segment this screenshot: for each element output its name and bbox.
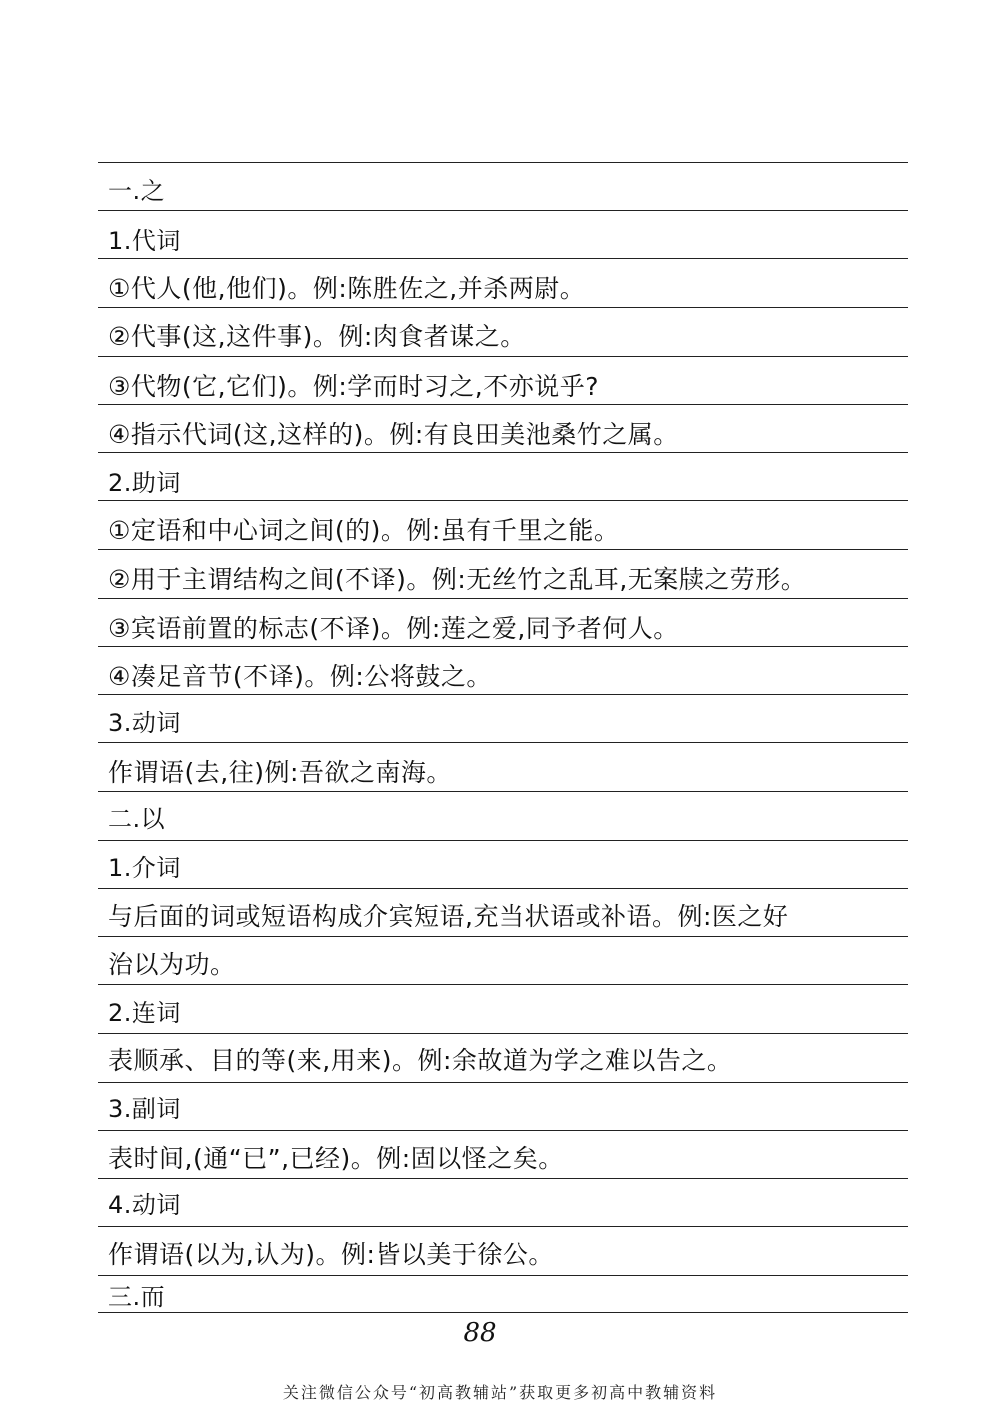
- ruled-line: [98, 1312, 908, 1313]
- note-line: ③宾语前置的标志(不译)。例:莲之爱,同予者何人。: [108, 614, 679, 643]
- ruled-line: [98, 791, 908, 792]
- ruled-line: [98, 356, 908, 357]
- ruled-line: [98, 1275, 908, 1276]
- page-number: 88: [463, 1318, 497, 1348]
- ruled-line: [98, 210, 908, 211]
- subsection-heading: 1.介词: [108, 854, 181, 882]
- note-line: 作谓语(以为,认为)。例:皆以美于徐公。: [108, 1240, 554, 1269]
- ruled-line: [98, 500, 908, 501]
- ruled-line: [98, 452, 908, 453]
- note-line: ②用于主谓结构之间(不译)。例:无丝竹之乱耳,无案牍之劳形。: [108, 565, 807, 594]
- subsection-heading: 2.连词: [108, 999, 181, 1027]
- ruled-line: [98, 1178, 908, 1179]
- note-line: 作谓语(去,往)例:吾欲之南海。: [108, 758, 452, 787]
- note-line: ①代人(他,他们)。例:陈胜佐之,并杀两尉。: [108, 274, 586, 303]
- ruled-line: [98, 646, 908, 647]
- note-line: 表顺承、目的等(来,用来)。例:余故道为学之难以告之。: [108, 1046, 733, 1075]
- ruled-line: [98, 404, 908, 405]
- ruled-line: [98, 984, 908, 985]
- note-line: ④指示代词(这,这样的)。例:有良田美池桑竹之属。: [108, 420, 679, 449]
- ruled-line: [98, 936, 908, 937]
- ruled-line: [98, 162, 908, 163]
- note-line: ②代事(这,这件事)。例:肉食者谋之。: [108, 322, 526, 351]
- section-heading: 二.以: [108, 805, 166, 833]
- footer-note: 关注微信公众号“初高教辅站”获取更多初高中教辅资料: [282, 1383, 718, 1402]
- note-line: 表时间,(通“已”,已经)。例:固以怪之矣。: [108, 1144, 564, 1173]
- note-line: ③代物(它,它们)。例:学而时习之,不亦说乎?: [108, 372, 600, 401]
- subsection-heading: 3.副词: [108, 1095, 181, 1123]
- subsection-heading: 1.代词: [108, 227, 181, 255]
- ruled-line: [98, 888, 908, 889]
- ruled-line: [98, 1226, 908, 1227]
- subsection-heading: 2.助词: [108, 469, 181, 497]
- ruled-line: [98, 258, 908, 259]
- note-line: ④凑足音节(不译)。例:公将鼓之。: [108, 662, 492, 691]
- ruled-line: [98, 694, 908, 695]
- section-heading: 三.而: [108, 1283, 166, 1311]
- note-line: 治以为功。: [108, 950, 236, 979]
- subsection-heading: 3.动词: [108, 709, 181, 737]
- ruled-line: [98, 1033, 908, 1034]
- subsection-heading: 4.动词: [108, 1191, 181, 1219]
- ruled-line: [98, 598, 908, 599]
- note-line: 与后面的词或短语构成介宾短语,充当状语或补语。例:医之好: [108, 902, 789, 931]
- note-line: ①定语和中心词之间(的)。例:虽有千里之能。: [108, 516, 620, 545]
- ruled-line: [98, 549, 908, 550]
- ruled-line: [98, 840, 908, 841]
- ruled-line: [98, 742, 908, 743]
- ruled-line: [98, 307, 908, 308]
- ruled-line: [98, 1082, 908, 1083]
- ruled-line: [98, 1130, 908, 1131]
- section-heading: 一.之: [108, 177, 166, 205]
